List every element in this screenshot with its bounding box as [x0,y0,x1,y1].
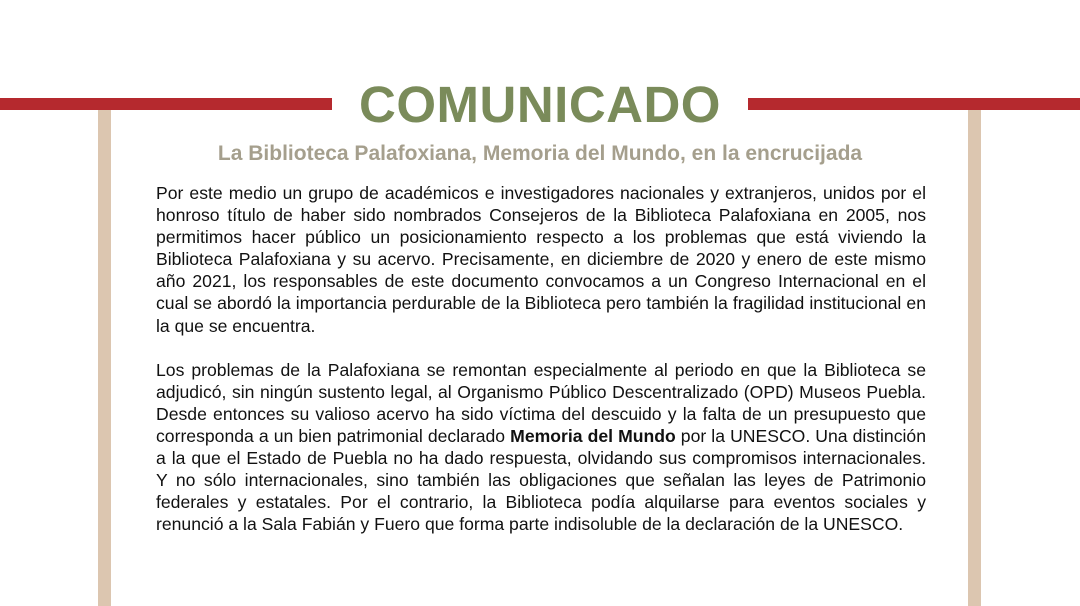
paragraph-2-text-end: por la UNESCO. Una distinción a la que el Estado de Puebla no ha dado respuesta, olvidando sus compromisos internacionales. Y no sólo internacionales, sino también las obligaciones que señalan las leyes de Patrimonio federales y estatales. Por el contrario, la Biblioteca podía alquilarse para eventos sociales y renunció a la Sala Fabián y Fuero que forma parte indisoluble de la declaración de la UNESCO. [156,425,926,535]
page-title: COMUNICADO [359,76,721,133]
right-border-column [968,110,981,606]
paragraph-2 [156,359,926,536]
left-border-column [98,110,111,606]
paragraph-2-text-start: Los problemas de la Palafoxiana se remontan especialmente al periodo en que la Biblioteca se adjudicó, sin ningún sustento legal, al Organismo Público Descentralizado (OPD) Museos Puebla. Desde entonces su valioso acervo ha sido víctima del descuido y la falta de un presupuesto que corresponda a un bien patrimonial declarado [156,359,926,446]
page-subtitle: La Biblioteca Palafoxiana, Memoria del Mundo, en la encrucijada [217,142,863,165]
paragraph-2-emphasis: Memoria del Mundo [510,425,676,446]
document-body [156,182,926,557]
header-rule-right [748,98,1080,110]
header-rule-left [0,98,332,110]
paragraph-1: Por este medio un grupo de académicos e investigadores nacionales y extranjeros, unidos por el honroso título de haber sido nombrados Consejeros de la Biblioteca Palafoxiana en 2005, nos permitimos hacer público un posicionamiento respecto a los problemas que está viviendo la Biblioteca Palafoxiana y su acervo. Precisamente, en diciembre de 2020 y enero de este mismo año 2021, los responsables de este documento convocamos a un Congreso Internacional en el cual se abordó la importancia perdurable de la Biblioteca pero también la fragilidad institucional en la que se encuentra. [156,183,926,336]
